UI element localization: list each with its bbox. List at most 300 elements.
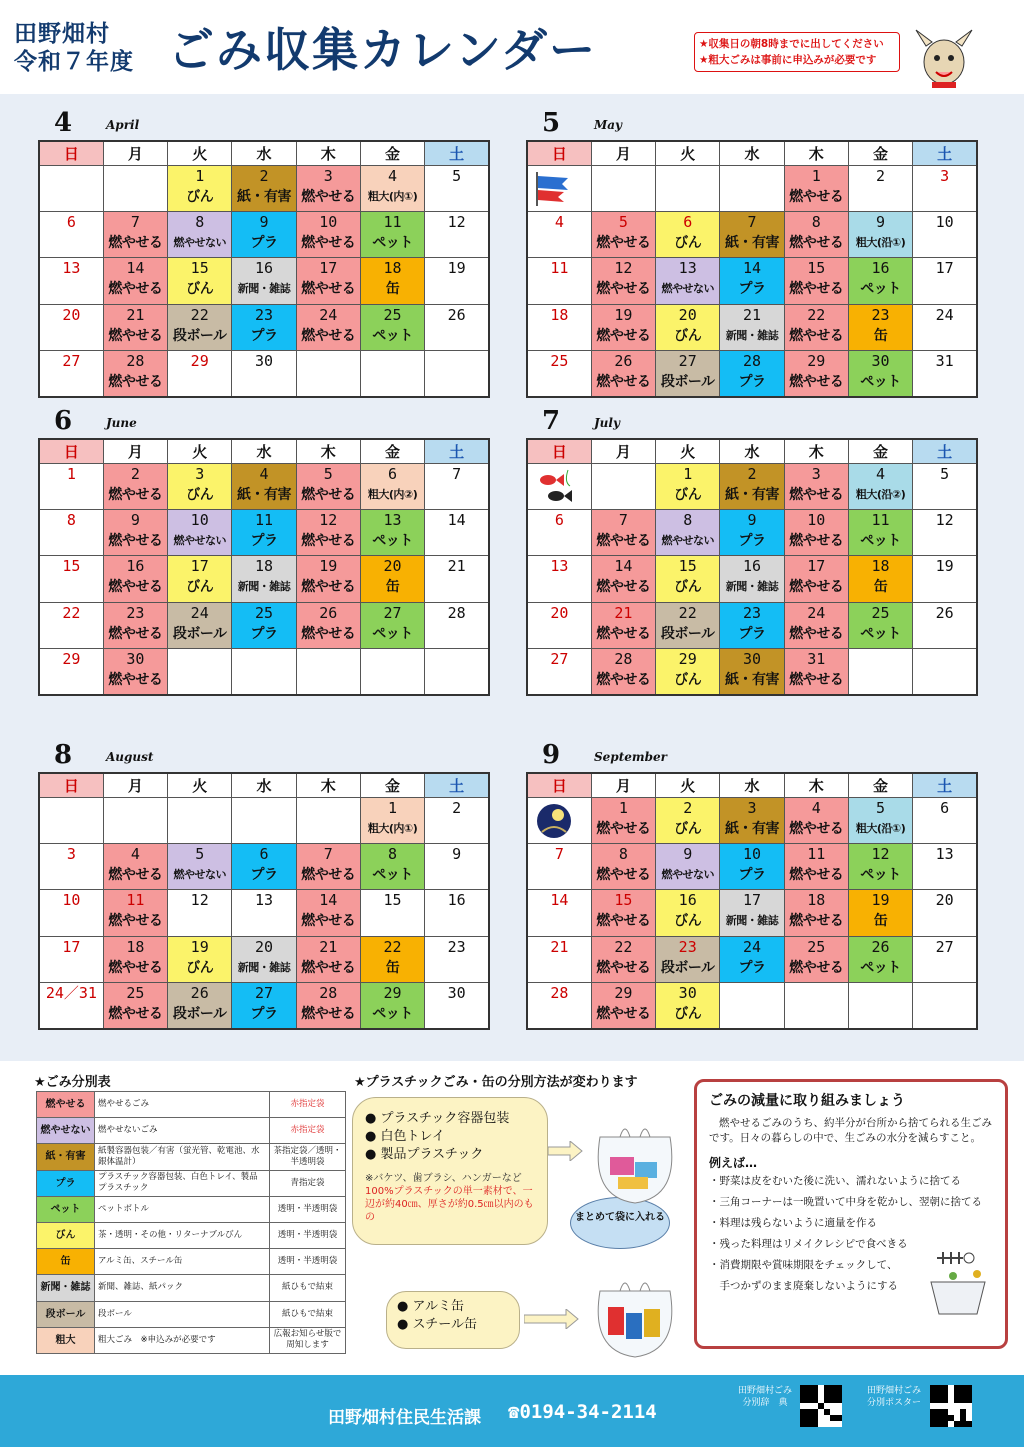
day-number: 19 bbox=[935, 557, 954, 576]
weekday-header: 金 bbox=[360, 773, 424, 797]
weekday-header: 火 bbox=[168, 439, 232, 463]
day-cell bbox=[425, 649, 489, 695]
day-number: 10 bbox=[190, 510, 209, 529]
day-number: 26 bbox=[319, 603, 338, 622]
day-cell bbox=[848, 890, 912, 936]
day-cell bbox=[103, 983, 167, 1029]
day-cell bbox=[848, 509, 912, 555]
day-number: 13 bbox=[62, 259, 81, 278]
collection-label: びん bbox=[674, 327, 702, 344]
weekday-header: 土 bbox=[913, 439, 977, 463]
collection-label: 燃やせない bbox=[173, 867, 226, 881]
mascot-icon bbox=[906, 20, 978, 92]
day-cell bbox=[784, 556, 848, 602]
collection-label: 燃やせない bbox=[173, 235, 226, 249]
collection-label: 燃やせる bbox=[789, 281, 844, 298]
day-cell bbox=[591, 258, 655, 304]
sorting-description: ペットボトル bbox=[95, 1196, 270, 1222]
sorting-row bbox=[37, 1118, 346, 1144]
weekday-header: 日 bbox=[527, 439, 591, 463]
day-cell bbox=[296, 463, 360, 509]
day-number: 28 bbox=[447, 603, 466, 622]
sorting-category: 燃やせない bbox=[37, 1118, 95, 1144]
weekday-header: 金 bbox=[360, 141, 424, 165]
day-number: 9 bbox=[747, 510, 757, 529]
month-name: September bbox=[594, 750, 667, 764]
collection-label: びん bbox=[186, 486, 214, 503]
day-number: 29 bbox=[383, 984, 402, 1003]
example-item: ・残った料理はリメイクレシピで食べきる bbox=[709, 1238, 908, 1250]
day-cell bbox=[591, 556, 655, 602]
day-cell bbox=[591, 509, 655, 555]
day-cell bbox=[103, 936, 167, 982]
day-number: 9 bbox=[130, 510, 140, 529]
day-cell bbox=[591, 304, 655, 350]
collection-label: びん bbox=[674, 1006, 702, 1023]
day-cell bbox=[527, 936, 591, 982]
day-cell bbox=[425, 351, 489, 397]
day-number: 8 bbox=[195, 212, 205, 231]
day-cell bbox=[232, 351, 296, 397]
collection-label: 燃やせる bbox=[789, 820, 844, 837]
day-number: 5 bbox=[323, 464, 333, 483]
day-number: 17 bbox=[935, 259, 954, 278]
day-number: 5 bbox=[452, 166, 462, 185]
collection-label: 燃やせる bbox=[789, 188, 844, 205]
day-cell bbox=[360, 165, 424, 211]
day-number: 2 bbox=[876, 166, 886, 185]
day-cell bbox=[848, 602, 912, 648]
day-number: 30 bbox=[678, 984, 697, 1003]
collection-label: プラ bbox=[738, 959, 766, 976]
day-cell bbox=[232, 602, 296, 648]
collection-label: 燃やせない bbox=[173, 533, 226, 547]
collection-label: 粗大(沿①) bbox=[855, 235, 906, 249]
collection-label: 燃やせる bbox=[108, 625, 163, 642]
day-cell bbox=[527, 649, 591, 695]
day-cell bbox=[527, 797, 591, 843]
day-cell bbox=[591, 351, 655, 397]
month-header bbox=[526, 734, 978, 772]
collection-label: 燃やせない bbox=[661, 533, 714, 547]
day-number: 28 bbox=[550, 984, 569, 1003]
weekday-header: 月 bbox=[591, 439, 655, 463]
day-cell bbox=[296, 983, 360, 1029]
day-number: 11 bbox=[550, 259, 569, 278]
day-number: 26 bbox=[447, 305, 466, 324]
sorting-table bbox=[36, 1091, 346, 1354]
day-number: 7 bbox=[554, 844, 564, 863]
collection-label: びん bbox=[674, 579, 702, 596]
sorting-bag: 透明・半透明袋 bbox=[270, 1222, 346, 1248]
sorting-row bbox=[37, 1301, 346, 1327]
day-cell bbox=[360, 602, 424, 648]
qr-label-poster: 田野畑村ごみ分別ポスター bbox=[866, 1386, 921, 1408]
collection-label: 燃やせる bbox=[301, 579, 356, 596]
day-cell bbox=[656, 509, 720, 555]
collection-label: 紙・有害 bbox=[724, 234, 779, 251]
example-item: ・消費期限や賞味期限をチェックして、 bbox=[709, 1259, 898, 1271]
day-number: 24 bbox=[807, 603, 826, 622]
day-cell bbox=[720, 602, 784, 648]
day-cell bbox=[784, 351, 848, 397]
day-number: 30 bbox=[254, 352, 274, 371]
day-cell bbox=[360, 258, 424, 304]
day-cell bbox=[168, 843, 232, 889]
sorting-bag: 赤指定袋 bbox=[270, 1092, 346, 1118]
day-number: 30 bbox=[742, 650, 762, 669]
day-number: 31 bbox=[807, 650, 826, 669]
day-number: 2 bbox=[747, 464, 757, 483]
day-number: 21 bbox=[550, 937, 569, 956]
collection-label: 紙・有害 bbox=[236, 486, 291, 503]
day-number: 21 bbox=[614, 603, 633, 622]
day-number: 29 bbox=[62, 650, 81, 669]
day-number: 13 bbox=[383, 510, 402, 529]
collection-label: プラ bbox=[250, 1006, 278, 1023]
day-number: 11 bbox=[126, 891, 145, 910]
month-name: April bbox=[106, 118, 140, 132]
day-number: 31 bbox=[935, 352, 954, 371]
weekday-header: 水 bbox=[232, 141, 296, 165]
day-number: 15 bbox=[190, 259, 209, 278]
weekday-header: 日 bbox=[39, 439, 103, 463]
collection-label: 紙・有害 bbox=[724, 820, 779, 837]
collection-label: 新聞・雑誌 bbox=[725, 580, 779, 594]
day-cell bbox=[784, 797, 848, 843]
day-cell bbox=[39, 797, 103, 843]
weekday-header: 水 bbox=[720, 773, 784, 797]
day-cell bbox=[591, 211, 655, 257]
collection-label: 粗大(沿①) bbox=[855, 821, 906, 835]
weekday-header: 金 bbox=[360, 439, 424, 463]
day-number: 23 bbox=[447, 937, 466, 956]
month-name: May bbox=[594, 118, 623, 132]
collection-label: びん bbox=[674, 234, 702, 251]
day-number: 15 bbox=[807, 259, 826, 278]
day-cell bbox=[913, 649, 977, 695]
collection-label: 燃やせる bbox=[301, 532, 356, 549]
day-cell bbox=[527, 351, 591, 397]
collection-label: 燃やせる bbox=[108, 234, 163, 251]
day-number: 19 bbox=[871, 891, 890, 910]
day-cell bbox=[296, 556, 360, 602]
day-number: 16 bbox=[871, 259, 890, 278]
day-cell bbox=[168, 509, 232, 555]
collection-label: 燃やせない bbox=[661, 282, 714, 296]
day-cell bbox=[913, 509, 977, 555]
collection-label: 段ボール bbox=[660, 959, 715, 976]
village-name: 田野畑村 令和７年度 bbox=[14, 21, 134, 75]
day-number: 22 bbox=[678, 603, 697, 622]
month-name: July bbox=[594, 416, 620, 430]
day-cell bbox=[232, 797, 296, 843]
sorting-row bbox=[37, 1144, 346, 1170]
month-header bbox=[526, 400, 978, 438]
day-number: 19 bbox=[447, 259, 466, 278]
collection-label: プラ bbox=[250, 234, 278, 251]
day-cell bbox=[103, 211, 167, 257]
collection-label: 燃やせる bbox=[108, 866, 163, 883]
collection-label: 燃やせる bbox=[789, 374, 844, 391]
month-number: 7 bbox=[542, 406, 561, 436]
day-number: 14 bbox=[550, 891, 569, 910]
day-cell bbox=[656, 258, 720, 304]
collection-label: 燃やせる bbox=[108, 374, 163, 391]
sorting-description: 茶・透明・その他・リターナブルびん bbox=[95, 1222, 270, 1248]
collection-label: 燃やせる bbox=[789, 486, 844, 503]
day-number: 20 bbox=[254, 937, 274, 956]
day-number: 26 bbox=[190, 984, 209, 1003]
day-number: 6 bbox=[66, 212, 76, 231]
day-cell bbox=[360, 211, 424, 257]
weekday-header: 月 bbox=[591, 141, 655, 165]
weekday-header: 金 bbox=[848, 439, 912, 463]
day-number: 9 bbox=[259, 212, 269, 231]
day-cell bbox=[527, 602, 591, 648]
day-number: 1 bbox=[388, 798, 398, 817]
month-header bbox=[38, 734, 490, 772]
day-number: 15 bbox=[62, 557, 81, 576]
day-cell bbox=[168, 602, 232, 648]
collection-label: びん bbox=[186, 188, 214, 205]
weekday-header: 水 bbox=[720, 141, 784, 165]
collection-label: 紙・有害 bbox=[724, 486, 779, 503]
collection-label: 燃やせる bbox=[596, 1006, 651, 1023]
day-number: 16 bbox=[254, 259, 274, 278]
goldfish-icon bbox=[534, 468, 574, 506]
collection-label: 燃やせる bbox=[596, 532, 651, 549]
day-number: 4 bbox=[876, 464, 886, 483]
can-item: ● アルミ缶 bbox=[397, 1299, 464, 1314]
day-cell bbox=[913, 983, 977, 1029]
day-cell bbox=[591, 797, 655, 843]
collection-label: プラ bbox=[738, 281, 766, 298]
collection-label: 燃やせる bbox=[301, 486, 356, 503]
day-cell bbox=[656, 165, 720, 211]
collection-label: 燃やせる bbox=[596, 234, 651, 251]
day-cell bbox=[168, 165, 232, 211]
day-cell bbox=[232, 890, 296, 936]
day-cell bbox=[913, 936, 977, 982]
sorting-description: プラスチック容器包装、白色トレイ、製品プラスチック bbox=[95, 1170, 270, 1196]
day-number: 30 bbox=[871, 352, 890, 371]
day-cell bbox=[103, 797, 167, 843]
day-number: 16 bbox=[126, 557, 145, 576]
day-cell bbox=[425, 463, 489, 509]
sorting-description: 粗大ごみ ※申込みが必要です bbox=[95, 1327, 270, 1353]
weekday-header: 金 bbox=[848, 141, 912, 165]
day-cell bbox=[784, 258, 848, 304]
day-cell bbox=[103, 258, 167, 304]
day-cell bbox=[232, 983, 296, 1029]
day-cell bbox=[656, 304, 720, 350]
qr-code-icon[interactable] bbox=[800, 1385, 842, 1427]
day-number: 19 bbox=[614, 305, 633, 324]
day-number: 18 bbox=[550, 305, 569, 324]
collection-label: 新聞・雑誌 bbox=[725, 328, 779, 342]
sorting-row bbox=[37, 1196, 346, 1222]
day-cell bbox=[784, 602, 848, 648]
day-cell bbox=[591, 890, 655, 936]
sorting-bag: 広報お知らせ版で周知します bbox=[270, 1327, 346, 1353]
collection-label: 燃やせる bbox=[108, 486, 163, 503]
day-number: 14 bbox=[742, 259, 762, 278]
day-number: 6 bbox=[940, 798, 950, 817]
weekday-header: 月 bbox=[103, 773, 167, 797]
weekday-header: 木 bbox=[784, 141, 848, 165]
weekday-header: 木 bbox=[784, 773, 848, 797]
plastic-note: ※バケツ、歯ブラシ、ハンガーなど 100%プラスチックの単一素材で、一辺が約40㎝、厚さが約0.5㎝以内のもの bbox=[365, 1173, 534, 1223]
collection-label: びん bbox=[674, 820, 702, 837]
day-number: 15 bbox=[383, 891, 402, 910]
day-cell bbox=[720, 649, 784, 695]
day-cell bbox=[913, 797, 977, 843]
weekday-header: 土 bbox=[913, 141, 977, 165]
day-cell bbox=[656, 602, 720, 648]
collection-label: 紙・有害 bbox=[724, 672, 779, 689]
day-cell bbox=[656, 983, 720, 1029]
collection-label: 燃やせる bbox=[301, 327, 356, 344]
weekday-header: 日 bbox=[39, 141, 103, 165]
day-cell bbox=[425, 165, 489, 211]
day-number: 25 bbox=[871, 603, 890, 622]
day-cell bbox=[527, 983, 591, 1029]
day-number: 9 bbox=[876, 212, 886, 231]
day-number: 3 bbox=[323, 166, 333, 185]
day-cell bbox=[425, 258, 489, 304]
day-number: 1 bbox=[683, 464, 693, 483]
month-name: June bbox=[106, 416, 137, 430]
collection-label: 燃やせる bbox=[596, 579, 651, 596]
sorting-bag: 赤指定袋 bbox=[270, 1118, 346, 1144]
collection-label: びん bbox=[186, 959, 214, 976]
day-number: 3 bbox=[195, 464, 205, 483]
day-number: 26 bbox=[614, 352, 633, 371]
day-number: 2 bbox=[452, 798, 462, 817]
day-number: 18 bbox=[871, 557, 890, 576]
day-number: 8 bbox=[66, 510, 76, 529]
collection-label: 燃やせる bbox=[596, 866, 651, 883]
day-number: 27 bbox=[550, 650, 569, 669]
day-number: 3 bbox=[747, 798, 757, 817]
day-cell bbox=[425, 936, 489, 982]
day-cell bbox=[39, 304, 103, 350]
day-cell bbox=[425, 890, 489, 936]
day-number: 20 bbox=[62, 305, 81, 324]
day-cell bbox=[168, 936, 232, 982]
day-cell bbox=[527, 258, 591, 304]
day-number: 20 bbox=[550, 603, 569, 622]
month-header bbox=[38, 102, 490, 140]
day-cell bbox=[232, 211, 296, 257]
weekday-header: 土 bbox=[425, 773, 489, 797]
day-cell bbox=[103, 165, 167, 211]
day-number: 24 bbox=[742, 937, 762, 956]
collection-label: 燃やせる bbox=[108, 281, 163, 298]
day-cell bbox=[784, 936, 848, 982]
day-number: 10 bbox=[807, 510, 826, 529]
day-number: 23 bbox=[254, 305, 274, 324]
collection-label: 缶 bbox=[385, 579, 400, 596]
day-number: 4 bbox=[388, 166, 398, 185]
examples-title: 例えば… bbox=[709, 1156, 758, 1170]
day-cell bbox=[784, 211, 848, 257]
collection-label: 新聞・雑誌 bbox=[237, 960, 291, 974]
sorting-row bbox=[37, 1222, 346, 1248]
day-cell bbox=[656, 843, 720, 889]
day-cell bbox=[848, 165, 912, 211]
day-cell bbox=[913, 304, 977, 350]
collection-label: ペット bbox=[372, 327, 413, 344]
day-number: 21 bbox=[126, 305, 145, 324]
calendar-table bbox=[526, 438, 978, 696]
day-number: 10 bbox=[62, 891, 81, 910]
day-number: 28 bbox=[319, 984, 338, 1003]
sorting-category: 粗大 bbox=[37, 1327, 95, 1353]
day-cell bbox=[591, 936, 655, 982]
collection-label: 燃やせる bbox=[301, 625, 356, 642]
day-cell bbox=[784, 890, 848, 936]
qr-code-icon[interactable] bbox=[930, 1385, 972, 1427]
day-number: 13 bbox=[935, 844, 954, 863]
day-cell bbox=[360, 304, 424, 350]
collection-label: プラ bbox=[250, 532, 278, 549]
day-cell bbox=[360, 556, 424, 602]
collection-label: 燃やせる bbox=[108, 532, 163, 549]
collection-label: ペット bbox=[860, 625, 901, 642]
collection-label: 燃やせる bbox=[789, 672, 844, 689]
sorting-category: 缶 bbox=[37, 1249, 95, 1275]
day-cell bbox=[425, 211, 489, 257]
day-cell bbox=[784, 649, 848, 695]
day-number: 27 bbox=[254, 984, 274, 1003]
department-name: 田野畑村住民生活課 bbox=[328, 1408, 481, 1428]
day-cell bbox=[720, 165, 784, 211]
sorting-bag: 透明・半透明袋 bbox=[270, 1249, 346, 1275]
day-cell bbox=[360, 463, 424, 509]
day-number: 11 bbox=[254, 510, 274, 529]
sorting-row bbox=[37, 1249, 346, 1275]
day-cell bbox=[527, 509, 591, 555]
day-number: 14 bbox=[319, 891, 338, 910]
day-cell bbox=[784, 843, 848, 889]
sorting-category: 紙・有害 bbox=[37, 1144, 95, 1170]
collection-label: 燃やせる bbox=[301, 959, 356, 976]
day-cell bbox=[913, 211, 977, 257]
day-cell bbox=[720, 509, 784, 555]
collection-label: 燃やせる bbox=[108, 672, 163, 689]
day-cell bbox=[848, 843, 912, 889]
collection-label: プラ bbox=[738, 866, 766, 883]
day-cell bbox=[168, 983, 232, 1029]
weekday-header: 火 bbox=[656, 773, 720, 797]
day-cell bbox=[296, 211, 360, 257]
can-bag-icon bbox=[580, 1261, 690, 1361]
collection-label: プラ bbox=[738, 625, 766, 642]
day-cell bbox=[103, 649, 167, 695]
day-number: 18 bbox=[807, 891, 826, 910]
day-number: 19 bbox=[319, 557, 338, 576]
collection-label: プラ bbox=[738, 374, 766, 391]
day-cell bbox=[168, 649, 232, 695]
day-cell bbox=[39, 509, 103, 555]
collection-label: 燃やせる bbox=[301, 281, 356, 298]
day-number: 5 bbox=[195, 844, 205, 863]
arrow-icon bbox=[524, 1309, 580, 1329]
day-cell bbox=[848, 211, 912, 257]
day-number: 28 bbox=[742, 352, 762, 371]
